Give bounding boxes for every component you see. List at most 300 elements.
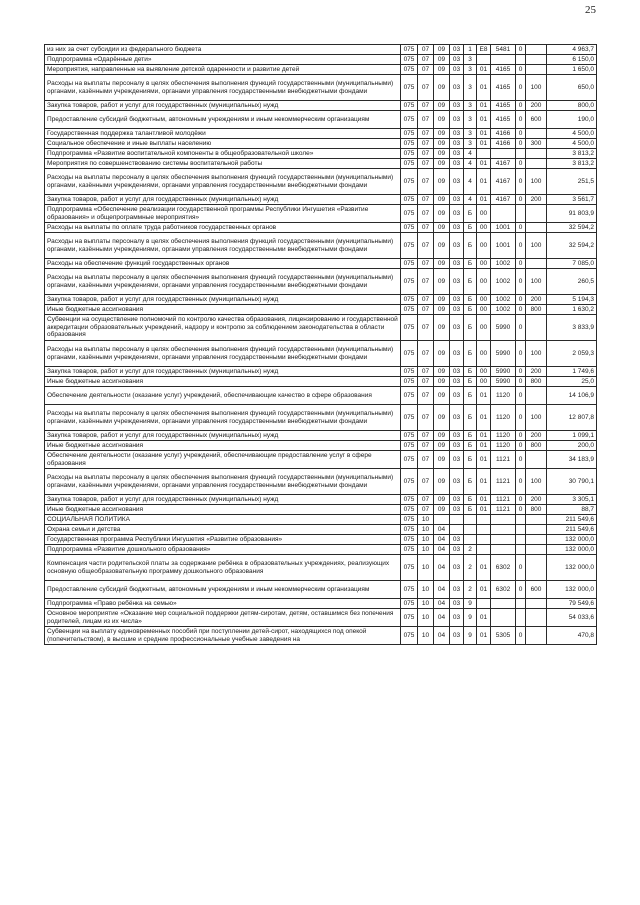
- row-name-cell: Расходы на выплаты персоналу в целях обеспечения выполнения функций государственными (муниципальными) органами, казёнными учреждениями, органами управления государственными внебюджетными фондами: [45, 405, 401, 431]
- code-cell: 09: [434, 269, 450, 295]
- table-row: [45, 65, 597, 75]
- code-cell: 03: [450, 341, 464, 367]
- code-cell: [526, 525, 547, 535]
- code-cell: 3: [464, 139, 477, 149]
- code-cell: 200: [526, 101, 547, 111]
- row-name-cell: Закупка товаров, работ и услуг для государственных (муниципальных) нужд: [45, 101, 401, 111]
- amount-cell: 3 305,1: [547, 495, 597, 505]
- code-cell: 01: [477, 609, 491, 627]
- amount-cell: 211 549,6: [547, 525, 597, 535]
- code-cell: 01: [477, 627, 491, 645]
- code-cell: [491, 545, 516, 555]
- row-name-cell: Основное мероприятие «Оказание мер социальной поддержки детям-сиротам, детям, оставшимся без попечения родителей, лицам из их числа»: [45, 609, 401, 627]
- code-cell: 07: [418, 387, 434, 405]
- code-cell: 075: [401, 269, 418, 295]
- code-cell: 01: [477, 555, 491, 581]
- code-cell: 075: [401, 233, 418, 259]
- code-cell: 075: [401, 205, 418, 223]
- code-cell: 075: [401, 149, 418, 159]
- code-cell: [526, 259, 547, 269]
- table-row: [45, 599, 597, 609]
- code-cell: 09: [434, 505, 450, 515]
- code-cell: 0: [516, 581, 526, 599]
- code-cell: 03: [450, 129, 464, 139]
- code-cell: 07: [418, 45, 434, 55]
- amount-cell: 79 549,6: [547, 599, 597, 609]
- row-name-cell: Расходы на выплаты персоналу в целях обеспечения выполнения функций государственными (муниципальными) органами, казёнными учреждениями, органами управления государственными внебюджетными фондами: [45, 169, 401, 195]
- code-cell: 10: [418, 555, 434, 581]
- code-cell: 075: [401, 315, 418, 341]
- code-cell: Б: [464, 205, 477, 223]
- code-cell: 00: [477, 367, 491, 377]
- amount-cell: 1 749,6: [547, 367, 597, 377]
- code-cell: 0: [516, 195, 526, 205]
- code-cell: 07: [418, 223, 434, 233]
- code-cell: 100: [526, 169, 547, 195]
- code-cell: 03: [450, 159, 464, 169]
- code-cell: 075: [401, 159, 418, 169]
- amount-cell: 32 594,2: [547, 233, 597, 259]
- code-cell: 00: [477, 377, 491, 387]
- amount-cell: 5 194,3: [547, 295, 597, 305]
- code-cell: [526, 223, 547, 233]
- code-cell: [477, 599, 491, 609]
- code-cell: 075: [401, 259, 418, 269]
- table-row: [45, 451, 597, 469]
- code-cell: 4167: [491, 169, 516, 195]
- code-cell: 4165: [491, 111, 516, 129]
- code-cell: 100: [526, 233, 547, 259]
- code-cell: 075: [401, 405, 418, 431]
- code-cell: 07: [418, 169, 434, 195]
- code-cell: 075: [401, 609, 418, 627]
- code-cell: 075: [401, 111, 418, 129]
- code-cell: 03: [450, 111, 464, 129]
- amount-cell: 1 650,0: [547, 65, 597, 75]
- code-cell: 03: [450, 451, 464, 469]
- code-cell: [516, 149, 526, 159]
- row-name-cell: Предоставление субсидий бюджетным, автономным учреждениям и иным некоммерческим организациям: [45, 111, 401, 129]
- code-cell: [526, 555, 547, 581]
- amount-cell: 470,8: [547, 627, 597, 645]
- code-cell: 0: [516, 159, 526, 169]
- code-cell: 075: [401, 55, 418, 65]
- code-cell: 800: [526, 305, 547, 315]
- table-row: [45, 545, 597, 555]
- code-cell: 9: [464, 627, 477, 645]
- code-cell: 09: [434, 129, 450, 139]
- code-cell: 600: [526, 581, 547, 599]
- code-cell: [450, 515, 464, 525]
- code-cell: 10: [418, 581, 434, 599]
- table-row: [45, 101, 597, 111]
- table-row: [45, 139, 597, 149]
- code-cell: 0: [516, 555, 526, 581]
- code-cell: 10: [418, 545, 434, 555]
- code-cell: 09: [434, 101, 450, 111]
- code-cell: 100: [526, 75, 547, 101]
- code-cell: 0: [516, 139, 526, 149]
- code-cell: 0: [516, 495, 526, 505]
- code-cell: 1121: [491, 451, 516, 469]
- code-cell: Б: [464, 269, 477, 295]
- code-cell: 075: [401, 101, 418, 111]
- code-cell: 1120: [491, 441, 516, 451]
- code-cell: 09: [434, 315, 450, 341]
- code-cell: 1120: [491, 431, 516, 441]
- code-cell: 09: [434, 169, 450, 195]
- code-cell: 075: [401, 515, 418, 525]
- code-cell: 5990: [491, 367, 516, 377]
- code-cell: 09: [434, 233, 450, 259]
- amount-cell: 132 000,0: [547, 545, 597, 555]
- code-cell: 09: [434, 223, 450, 233]
- code-cell: 07: [418, 377, 434, 387]
- amount-cell: 30 790,1: [547, 469, 597, 495]
- code-cell: [491, 525, 516, 535]
- code-cell: 075: [401, 223, 418, 233]
- code-cell: 4165: [491, 65, 516, 75]
- code-cell: 075: [401, 295, 418, 305]
- code-cell: [464, 535, 477, 545]
- code-cell: 07: [418, 233, 434, 259]
- row-name-cell: Расходы на выплаты персоналу в целях обеспечения выполнения функций государственными (муниципальными) органами, казёнными учреждениями, органами управления государственными внебюджетными фондами: [45, 269, 401, 295]
- code-cell: 800: [526, 441, 547, 451]
- code-cell: [477, 515, 491, 525]
- code-cell: [526, 451, 547, 469]
- code-cell: 04: [434, 555, 450, 581]
- code-cell: [526, 55, 547, 65]
- code-cell: 07: [418, 295, 434, 305]
- table-row: [45, 169, 597, 195]
- code-cell: 6302: [491, 555, 516, 581]
- amount-cell: 25,0: [547, 377, 597, 387]
- code-cell: 1120: [491, 405, 516, 431]
- code-cell: 07: [418, 469, 434, 495]
- table-row: [45, 149, 597, 159]
- code-cell: 3: [464, 129, 477, 139]
- table-row: [45, 45, 597, 55]
- amount-cell: 3 813,2: [547, 159, 597, 169]
- code-cell: 075: [401, 451, 418, 469]
- code-cell: [516, 609, 526, 627]
- code-cell: Е8: [477, 45, 491, 55]
- code-cell: [526, 545, 547, 555]
- amount-cell: 3 833,9: [547, 315, 597, 341]
- code-cell: [526, 45, 547, 55]
- code-cell: 03: [450, 431, 464, 441]
- row-name-cell: Обеспечение деятельности (оказание услуг) учреждений, обеспечивающие предоставление услуг в сфере образования: [45, 451, 401, 469]
- code-cell: 09: [434, 111, 450, 129]
- code-cell: 9: [464, 599, 477, 609]
- code-cell: 04: [434, 599, 450, 609]
- code-cell: Б: [464, 505, 477, 515]
- code-cell: [526, 159, 547, 169]
- code-cell: 07: [418, 305, 434, 315]
- code-cell: [491, 609, 516, 627]
- amount-cell: 34 183,9: [547, 451, 597, 469]
- row-name-cell: Государственная поддержка талантливой молодёжи: [45, 129, 401, 139]
- row-name-cell: Расходы на выплаты персоналу в целях обеспечения выполнения функций государственными (муниципальными) органами, казёнными учреждениями, органами управления государственными внебюджетными фондами: [45, 75, 401, 101]
- code-cell: 01: [477, 101, 491, 111]
- code-cell: 09: [434, 405, 450, 431]
- code-cell: 4165: [491, 75, 516, 101]
- code-cell: 075: [401, 129, 418, 139]
- code-cell: 4167: [491, 195, 516, 205]
- code-cell: Б: [464, 295, 477, 305]
- code-cell: 09: [434, 205, 450, 223]
- row-name-cell: Закупка товаров, работ и услуг для государственных (муниципальных) нужд: [45, 495, 401, 505]
- code-cell: [516, 599, 526, 609]
- code-cell: [450, 525, 464, 535]
- code-cell: 03: [450, 377, 464, 387]
- code-cell: 07: [418, 149, 434, 159]
- code-cell: 075: [401, 469, 418, 495]
- amount-cell: 54 033,6: [547, 609, 597, 627]
- code-cell: 075: [401, 545, 418, 555]
- amount-cell: 200,0: [547, 441, 597, 451]
- code-cell: 07: [418, 431, 434, 441]
- row-name-cell: Иные бюджетные ассигнования: [45, 505, 401, 515]
- code-cell: 01: [477, 405, 491, 431]
- code-cell: [526, 627, 547, 645]
- code-cell: 09: [434, 305, 450, 315]
- code-cell: 10: [418, 627, 434, 645]
- code-cell: 5990: [491, 341, 516, 367]
- code-cell: 01: [477, 169, 491, 195]
- code-cell: 200: [526, 431, 547, 441]
- code-cell: [434, 515, 450, 525]
- code-cell: [491, 599, 516, 609]
- code-cell: 2: [464, 555, 477, 581]
- code-cell: 0: [516, 315, 526, 341]
- code-cell: 07: [418, 101, 434, 111]
- code-cell: [516, 545, 526, 555]
- code-cell: 800: [526, 505, 547, 515]
- code-cell: Б: [464, 451, 477, 469]
- code-cell: 01: [477, 111, 491, 129]
- code-cell: [526, 205, 547, 223]
- code-cell: 4: [464, 159, 477, 169]
- amount-cell: 650,0: [547, 75, 597, 101]
- code-cell: 075: [401, 139, 418, 149]
- code-cell: 0: [516, 259, 526, 269]
- code-cell: 03: [450, 599, 464, 609]
- code-cell: [477, 535, 491, 545]
- amount-cell: 132 000,0: [547, 555, 597, 581]
- code-cell: 600: [526, 111, 547, 129]
- row-name-cell: Закупка товаров, работ и услуг для государственных (муниципальных) нужд: [45, 195, 401, 205]
- code-cell: 200: [526, 367, 547, 377]
- table-row: [45, 367, 597, 377]
- row-name-cell: Субвенции на выплату единовременных пособий при поступлении детей-сирот, находящихся под опекой (попечительством), в высшие и средние профессиональные учебные заведения на: [45, 627, 401, 645]
- code-cell: 2: [464, 545, 477, 555]
- row-name-cell: Компенсация части родительской платы за содержание ребёнка в образовательных учреждениях, реализующих основную общеобразовательную программу дошкольного образования: [45, 555, 401, 581]
- amount-cell: 260,5: [547, 269, 597, 295]
- code-cell: 03: [450, 75, 464, 101]
- code-cell: 800: [526, 377, 547, 387]
- code-cell: Б: [464, 405, 477, 431]
- table-row: [45, 627, 597, 645]
- code-cell: 1002: [491, 259, 516, 269]
- code-cell: 300: [526, 139, 547, 149]
- code-cell: 1002: [491, 305, 516, 315]
- code-cell: [477, 545, 491, 555]
- table-row: [45, 609, 597, 627]
- table-row: [45, 441, 597, 451]
- code-cell: 075: [401, 555, 418, 581]
- code-cell: 07: [418, 129, 434, 139]
- code-cell: 5305: [491, 627, 516, 645]
- code-cell: 09: [434, 495, 450, 505]
- code-cell: 4: [464, 149, 477, 159]
- code-cell: 1120: [491, 387, 516, 405]
- code-cell: 0: [516, 451, 526, 469]
- code-cell: [491, 535, 516, 545]
- amount-cell: 190,0: [547, 111, 597, 129]
- table-row: [45, 315, 597, 341]
- row-name-cell: Закупка товаров, работ и услуг для государственных (муниципальных) нужд: [45, 431, 401, 441]
- code-cell: Б: [464, 315, 477, 341]
- code-cell: 07: [418, 269, 434, 295]
- code-cell: 00: [477, 223, 491, 233]
- code-cell: 075: [401, 45, 418, 55]
- code-cell: 200: [526, 195, 547, 205]
- amount-cell: 3 813,2: [547, 149, 597, 159]
- amount-cell: 2 059,3: [547, 341, 597, 367]
- code-cell: 100: [526, 269, 547, 295]
- table-row: [45, 505, 597, 515]
- code-cell: [526, 515, 547, 525]
- code-cell: 1001: [491, 223, 516, 233]
- code-cell: 07: [418, 505, 434, 515]
- row-name-cell: Иные бюджетные ассигнования: [45, 441, 401, 451]
- amount-cell: 132 000,0: [547, 581, 597, 599]
- code-cell: 4: [464, 169, 477, 195]
- code-cell: 075: [401, 341, 418, 367]
- code-cell: 075: [401, 75, 418, 101]
- code-cell: 075: [401, 195, 418, 205]
- code-cell: 200: [526, 295, 547, 305]
- code-cell: [464, 515, 477, 525]
- code-cell: 075: [401, 441, 418, 451]
- row-name-cell: Предоставление субсидий бюджетным, автономным учреждениям и иным некоммерческим организациям: [45, 581, 401, 599]
- code-cell: 1001: [491, 233, 516, 259]
- row-name-cell: СОЦИАЛЬНАЯ ПОЛИТИКА: [45, 515, 401, 525]
- code-cell: [477, 55, 491, 65]
- code-cell: 3: [464, 55, 477, 65]
- code-cell: 01: [477, 431, 491, 441]
- code-cell: Б: [464, 387, 477, 405]
- amount-cell: 251,5: [547, 169, 597, 195]
- code-cell: 09: [434, 195, 450, 205]
- amount-cell: 800,0: [547, 101, 597, 111]
- code-cell: 03: [450, 469, 464, 495]
- code-cell: 10: [418, 535, 434, 545]
- code-cell: 10: [418, 609, 434, 627]
- table-row: [45, 535, 597, 545]
- code-cell: 0: [516, 305, 526, 315]
- code-cell: 0: [516, 75, 526, 101]
- code-cell: [526, 599, 547, 609]
- code-cell: 09: [434, 377, 450, 387]
- table-row: [45, 555, 597, 581]
- code-cell: 07: [418, 441, 434, 451]
- code-cell: 075: [401, 599, 418, 609]
- code-cell: 03: [450, 101, 464, 111]
- code-cell: 09: [434, 367, 450, 377]
- table-row: [45, 525, 597, 535]
- code-cell: Б: [464, 495, 477, 505]
- code-cell: 075: [401, 525, 418, 535]
- code-cell: 00: [477, 341, 491, 367]
- code-cell: 075: [401, 581, 418, 599]
- code-cell: 07: [418, 259, 434, 269]
- code-cell: 03: [450, 169, 464, 195]
- code-cell: 075: [401, 387, 418, 405]
- row-name-cell: Закупка товаров, работ и услуг для государственных (муниципальных) нужд: [45, 295, 401, 305]
- table-row: [45, 129, 597, 139]
- code-cell: 07: [418, 195, 434, 205]
- code-cell: 075: [401, 505, 418, 515]
- code-cell: 09: [434, 341, 450, 367]
- code-cell: 10: [418, 599, 434, 609]
- code-cell: [477, 149, 491, 159]
- code-cell: 00: [477, 269, 491, 295]
- code-cell: [526, 149, 547, 159]
- code-cell: 00: [477, 315, 491, 341]
- table-row: [45, 387, 597, 405]
- amount-cell: 91 803,9: [547, 205, 597, 223]
- code-cell: Б: [464, 259, 477, 269]
- amount-cell: 3 561,7: [547, 195, 597, 205]
- code-cell: 01: [477, 441, 491, 451]
- code-cell: 200: [526, 495, 547, 505]
- code-cell: [526, 387, 547, 405]
- code-cell: 03: [450, 387, 464, 405]
- code-cell: [477, 525, 491, 535]
- code-cell: [516, 515, 526, 525]
- code-cell: 100: [526, 405, 547, 431]
- code-cell: 075: [401, 377, 418, 387]
- code-cell: 03: [450, 295, 464, 305]
- table-row: [45, 431, 597, 441]
- code-cell: 03: [450, 65, 464, 75]
- code-cell: 1121: [491, 495, 516, 505]
- code-cell: 03: [450, 627, 464, 645]
- code-cell: 09: [434, 45, 450, 55]
- code-cell: 0: [516, 223, 526, 233]
- code-cell: 075: [401, 65, 418, 75]
- code-cell: 01: [477, 65, 491, 75]
- code-cell: 10: [418, 525, 434, 535]
- table-row: [45, 305, 597, 315]
- code-cell: 09: [434, 159, 450, 169]
- code-cell: 07: [418, 405, 434, 431]
- code-cell: 04: [434, 525, 450, 535]
- table-row: [45, 205, 597, 223]
- code-cell: [491, 55, 516, 65]
- code-cell: 6302: [491, 581, 516, 599]
- page-number: 25: [585, 4, 596, 16]
- code-cell: 04: [434, 609, 450, 627]
- code-cell: 09: [434, 149, 450, 159]
- code-cell: 01: [477, 495, 491, 505]
- row-name-cell: Расходы на выплаты по оплате труда работников государственных органов: [45, 223, 401, 233]
- row-name-cell: Охрана семьи и детства: [45, 525, 401, 535]
- row-name-cell: Иные бюджетные ассигнования: [45, 377, 401, 387]
- code-cell: 01: [477, 139, 491, 149]
